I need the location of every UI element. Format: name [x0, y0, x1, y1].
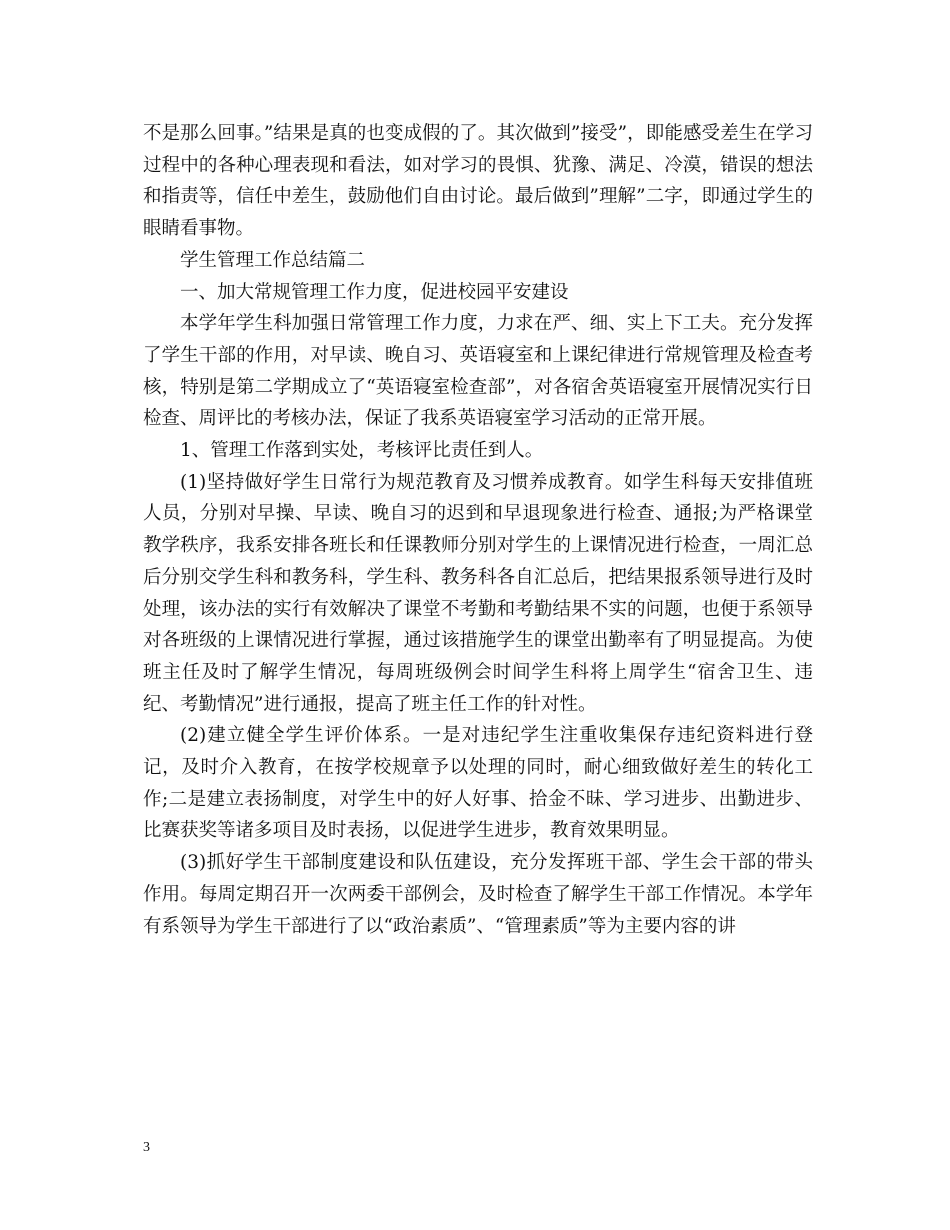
- paragraph: 本学年学生科加强日常管理工作力度，力求在严、细、实上下工夫。充分发挥了学生干部的作用，对早读、晚自习、英语寝室和上课纪律进行常规管理及检查考核，特别是第二学期成立了“英语寝室检查部”，对各宿舍英语寝室开展情况实行日检查、周评比的考核办法，保证了我系英语寝室学习活动的正常开展。: [143, 313, 813, 430]
- list-heading: 1、管理工作落到实处，考核评比责任到人。: [180, 440, 544, 462]
- page-number: 3: [143, 1140, 150, 1155]
- paragraph: (3)抓好学生干部制度建设和队伍建设，充分发挥班干部、学生会干部的带头作用。每周定期召开一次两委干部例会，及时检查了解学生干部工作情况。本学年有系领导为学生干部进行了以“政治素质”、“管理素质”等为主要内容的讲: [143, 852, 813, 937]
- section-heading: 学生管理工作总结篇二: [180, 249, 366, 271]
- document-body: [143, 118, 813, 942]
- paragraph: (2)建立健全学生评价体系。一是对违纪学生注重收集保存违纪资料进行登记，及时介入教育，在按学校规章予以处理的同时，耐心细致做好差生的转化工作;二是建立表扬制度，对学生中的好人好事、拾金不昧、学习进步、出勤进步、比赛获奖等诸多项目及时表扬，以促进学生进步，教育效果明显。: [143, 725, 813, 842]
- subsection-heading: 一、加大常规管理工作力度，促进校园平安建设: [180, 281, 569, 303]
- paragraph: (1)坚持做好学生日常行为规范教育及习惯养成教育。如学生科每天安排值班人员，分别对早操、早读、晚自习的迟到和早退现象进行检查、通报;为严格课堂教学秩序，我系安排各班长和任课教师分别对学生的上课情况进行检查，一周汇总后分别交学生科和教务科，学生科、教务科各自汇总后，把结果报系领导进行及时处理，该办法的实行有效解决了课堂不考勤和考勤结果不实的问题，也便于系领导对各班级的上课情况进行掌握，通过该措施学生的课堂出勤率有了明显提高。为使班主任及时了解学生情况，每周班级例会时间学生科将上周学生“宿舍卫生、违纪、考勤情况”进行通报，提高了班主任工作的针对性。: [143, 471, 813, 715]
- paragraph-continuation: 不是那么回事。”结果是真的也变成假的了。其次做到”接受”，即能感受差生在学习过程中的各种心理表现和看法，如对学习的畏惧、犹豫、满足、冷漠，错误的想法和指责等，信任中差生，鼓励他们自由讨论。最后做到”理解”二字，即通过学生的眼睛看事物。: [143, 123, 813, 240]
